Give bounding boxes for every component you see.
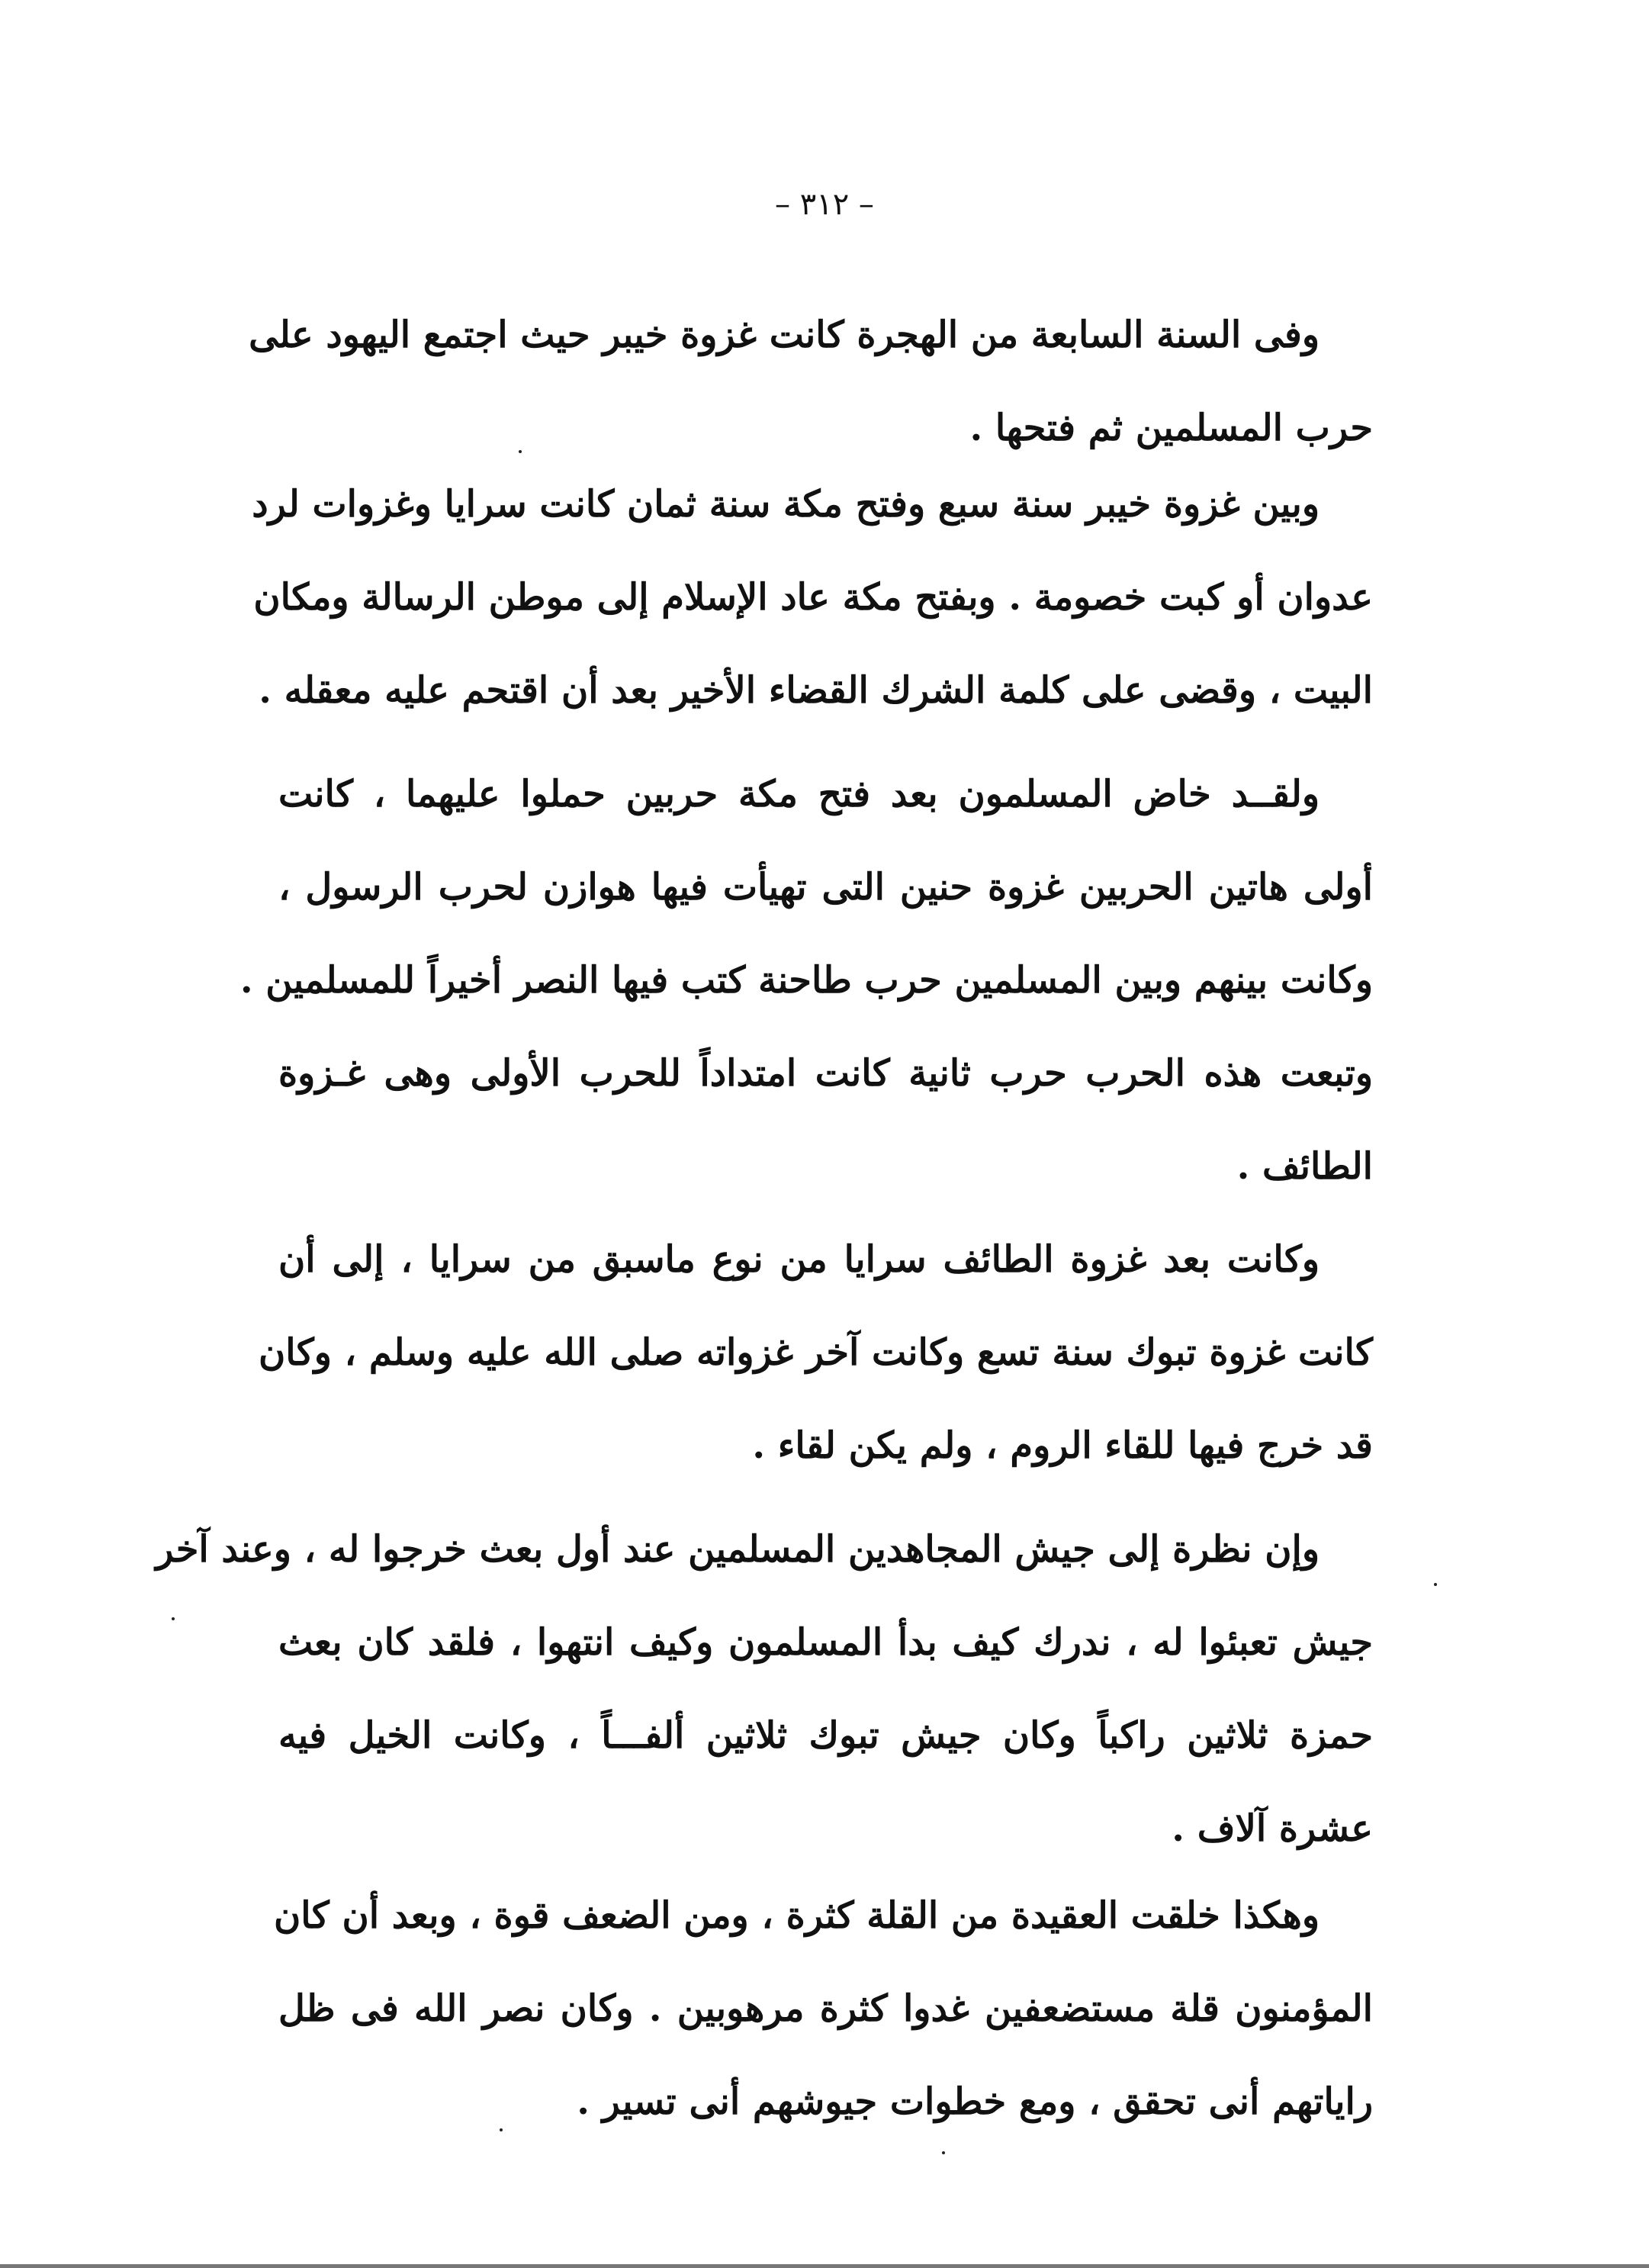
text-line: البيت ، وقضى على كلمة الشرك القضاء الأخير بعد أن اقتحم عليه معقله . bbox=[259, 669, 1373, 712]
text-line: وتبعت هذه الحرب حرب ثانية كانت امتداداً للحرب الأولى وهى غـزوة bbox=[278, 1052, 1373, 1095]
text-line: راياتهم أنى تحقق ، ومع خطوات جيوشهم أنى تسير . bbox=[577, 2080, 1373, 2123]
text-line: وإن نظرة إلى جيش المجاهدين المسلمين عند أول بعث خرجوا له ، وعند آخر bbox=[156, 1528, 1320, 1571]
text-line: حرب المسلمين ثم فتحها . bbox=[969, 407, 1373, 449]
text-line: وكانت بينهم وبين المسلمين حرب طاحنة كتب فيها النصر أخيراً للمسلمين . bbox=[239, 959, 1373, 1002]
paragraph-1 bbox=[249, 288, 1373, 475]
scan-speck bbox=[172, 1617, 175, 1620]
text-line: حمزة ثلاثين راكباً وكان جيش تبوك ثلاثين ألفـــاً ، وكانت الخيل فيه bbox=[278, 1714, 1374, 1757]
page-number: – ٣١٢ – bbox=[775, 187, 874, 222]
paragraph-2 bbox=[252, 458, 1373, 737]
text-line: جيش تعبئوا له ، ندرك كيف بدأ المسلمون وكيف انتهوا ، فلقد كان بعث bbox=[278, 1621, 1373, 1664]
text-line: وبين غزوة خيبر سنة سبع وفتح مكة سنة ثمان كانت سرايا وغزوات لرد bbox=[252, 483, 1320, 526]
text-line: الطائف . bbox=[1236, 1145, 1373, 1188]
text-line: المؤمنون قلة مستضعفين غدوا كثرة مرهوبين . وكان نصر الله فى ظل bbox=[278, 1987, 1373, 2030]
scan-speck bbox=[942, 2151, 945, 2154]
scan-speck bbox=[519, 450, 522, 453]
text-line: وكانت بعد غزوة الطائف سرايا من نوع ماسبق من سرايا ، إلى أن bbox=[278, 1238, 1320, 1281]
paragraph-3 bbox=[239, 748, 1373, 1213]
text-line: ولقــد خاض المسلمون بعد فتح مكة حربين حملوا عليهما ، كانت bbox=[278, 773, 1320, 816]
scan-speck bbox=[1434, 1583, 1437, 1586]
scan-edge bbox=[0, 2264, 1649, 2268]
paragraph-4 bbox=[259, 1213, 1373, 1492]
text-line: قد خرج فيها للقاء الروم ، ولم يكن لقاء . bbox=[752, 1424, 1373, 1467]
paragraph-5 bbox=[156, 1503, 1374, 1875]
text-line: عشرة آلاف . bbox=[1172, 1807, 1373, 1850]
paragraph-6 bbox=[274, 1869, 1373, 2148]
text-line: وهكذا خلقت العقيدة من القلة كثرة ، ومن الضعف قوة ، وبعد أن كان bbox=[274, 1894, 1320, 1937]
scan-speck bbox=[500, 2128, 503, 2131]
text-line: كانت غزوة تبوك سنة تسع وكانت آخر غزواته صلى الله عليه وسلم ، وكان bbox=[259, 1331, 1373, 1374]
text-line: عدوان أو كبت خصومة . وبفتح مكة عاد الإسلام إلى موطن الرسالة ومكان bbox=[253, 576, 1373, 619]
text-line: وفى السنة السابعة من الهجرة كانت غزوة خيبر حيث اجتمع اليهود على bbox=[249, 314, 1320, 356]
text-line: أولى هاتين الحربين غزوة حنين التى تهيأت فيها هوازن لحرب الرسول ، bbox=[278, 866, 1373, 909]
